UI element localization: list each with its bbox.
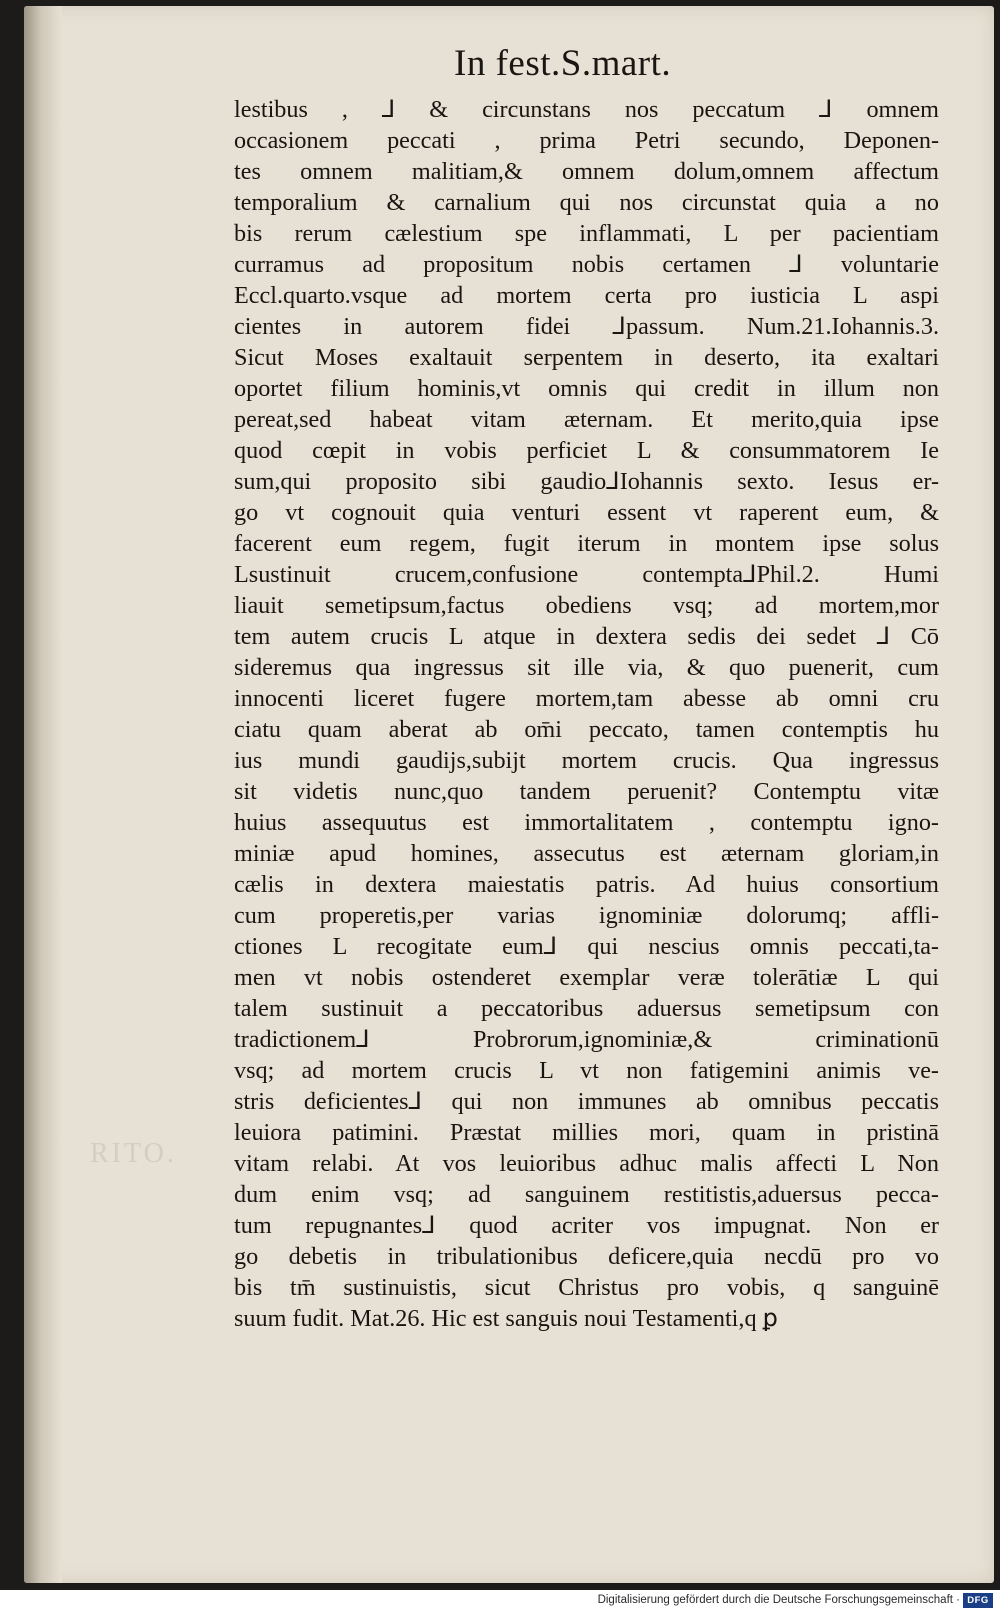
- text-line: pereat,sed habeat vitam æternam. Et merito,quia ipse: [234, 406, 939, 433]
- text-line: tem autem crucis L atque in dextera sedis dei sedet ⅃ Cō: [234, 623, 939, 650]
- text-line: leuiora patimini. Præstat millies mori, quam in pristinā: [234, 1119, 939, 1146]
- text-line: temporalium & carnalium qui nos circunstat quia a no: [234, 189, 939, 216]
- text-line: ctiones L recogitate eum⅃ qui nescius omnis peccati,ta-: [234, 933, 939, 960]
- text-line: oportet filium hominis,vt omnis qui credit in illum non: [234, 375, 939, 402]
- text-line: facerent eum regem, fugit iterum in montem ipse solus: [234, 530, 939, 557]
- text-line: cientes in autorem fidei ⅃passum. Num.21.Iohannis.3.: [234, 313, 939, 340]
- text-line: suum fudit. Mat.26. Hic est sanguis noui Testamenti,q ꝑ: [234, 1305, 778, 1332]
- text-line: liauit semetipsum,factus obediens vsq; ad mortem,mor: [234, 592, 939, 619]
- text-line: dum enim vsq; ad sanguinem restitistis,aduersus pecca-: [234, 1181, 939, 1208]
- text-line: huius assequutus est immortalitatem , contemptu igno-: [234, 809, 939, 836]
- body-text: [234, 94, 939, 1334]
- text-line: go debetis in tribulationibus deficere,quia necdū pro vo: [234, 1243, 939, 1270]
- page-gutter: [24, 6, 62, 1583]
- text-line: bis rerum cælestium spe inflammati, L per pacientiam: [234, 220, 939, 247]
- text-line: talem sustinuit a peccatoribus aduersus semetipsum con: [234, 995, 939, 1022]
- text-line: cum properetis,per varias ignominiæ dolorumq; affli-: [234, 902, 939, 929]
- text-line: go vt cognouit quia venturi essent vt raperent eum, &: [234, 499, 939, 526]
- text-line: tes omnem malitiam,& omnem dolum,omnem affectum: [234, 158, 939, 185]
- text-line: vitam relabi. At vos leuioribus adhuc malis affecti L Non: [234, 1150, 939, 1177]
- book-page: [24, 6, 994, 1583]
- text-line: stris deficientes⅃ qui non immunes ab omnibus peccatis: [234, 1088, 939, 1115]
- text-line: tradictionem⅃ Probrorum,ignominiæ,& criminationū: [234, 1026, 939, 1053]
- dfg-logo: DFG: [963, 1593, 993, 1608]
- text-line: vsq; ad mortem crucis L vt non fatigemini animis ve-: [234, 1057, 939, 1084]
- text-line: ius mundi gaudijs,subijt mortem crucis. Qua ingressus: [234, 747, 939, 774]
- text-line: sum,qui proposito sibi gaudio⅃Iohannis sexto. Iesus er-: [234, 468, 939, 495]
- show-through-text: RITO.: [90, 1138, 177, 1169]
- running-head: In fest.S.mart.: [454, 43, 672, 84]
- text-line: bis tm̄ sustinuistis, sicut Christus pro vobis, q sanguinē: [234, 1274, 939, 1301]
- text-line: Eccl.quarto.vsque ad mortem certa pro iusticia L aspi: [234, 282, 939, 309]
- text-line: quod cœpit in vobis perficiet L & consummatorem Ie: [234, 437, 939, 464]
- text-line: cælis in dextera maiestatis patris. Ad huius consortium: [234, 871, 939, 898]
- text-line: sit videtis nunc,quo tandem peruenit? Contemptu vitæ: [234, 778, 939, 805]
- text-line: Lsustinuit crucem,confusione contempta⅃Phil.2. Humi: [234, 561, 939, 588]
- text-line: sideremus qua ingressus sit ille via, & quo puenerit, cum: [234, 654, 939, 681]
- text-line: lestibus , ⅃ & circunstans nos peccatum ⅃ omnem: [234, 96, 939, 123]
- text-line: Sicut Moses exaltauit serpentem in deserto, ita exaltari: [234, 344, 939, 371]
- text-line: innocenti liceret fugere mortem,tam abesse ab omni cru: [234, 685, 939, 712]
- text-line: men vt nobis ostenderet exemplar veræ tolerātiæ L qui: [234, 964, 939, 991]
- funding-credit: Digitalisierung gefördert durch die Deutsche Forschungsgemeinschaft ·: [597, 1594, 960, 1606]
- text-line: tum repugnantes⅃ quod acriter vos impugnat. Non er: [234, 1212, 939, 1239]
- text-line: curramus ad propositum nobis certamen ⅃ voluntarie: [234, 251, 939, 278]
- text-line: ciatu quam aberat ab om̄i peccato, tamen contemptis hu: [234, 716, 939, 743]
- text-line: occasionem peccati , prima Petri secundo, Deponen-: [234, 127, 939, 154]
- footer-bar: [0, 1590, 1000, 1615]
- text-line: miniæ apud homines, assecutus est æternam gloriam,in: [234, 840, 939, 867]
